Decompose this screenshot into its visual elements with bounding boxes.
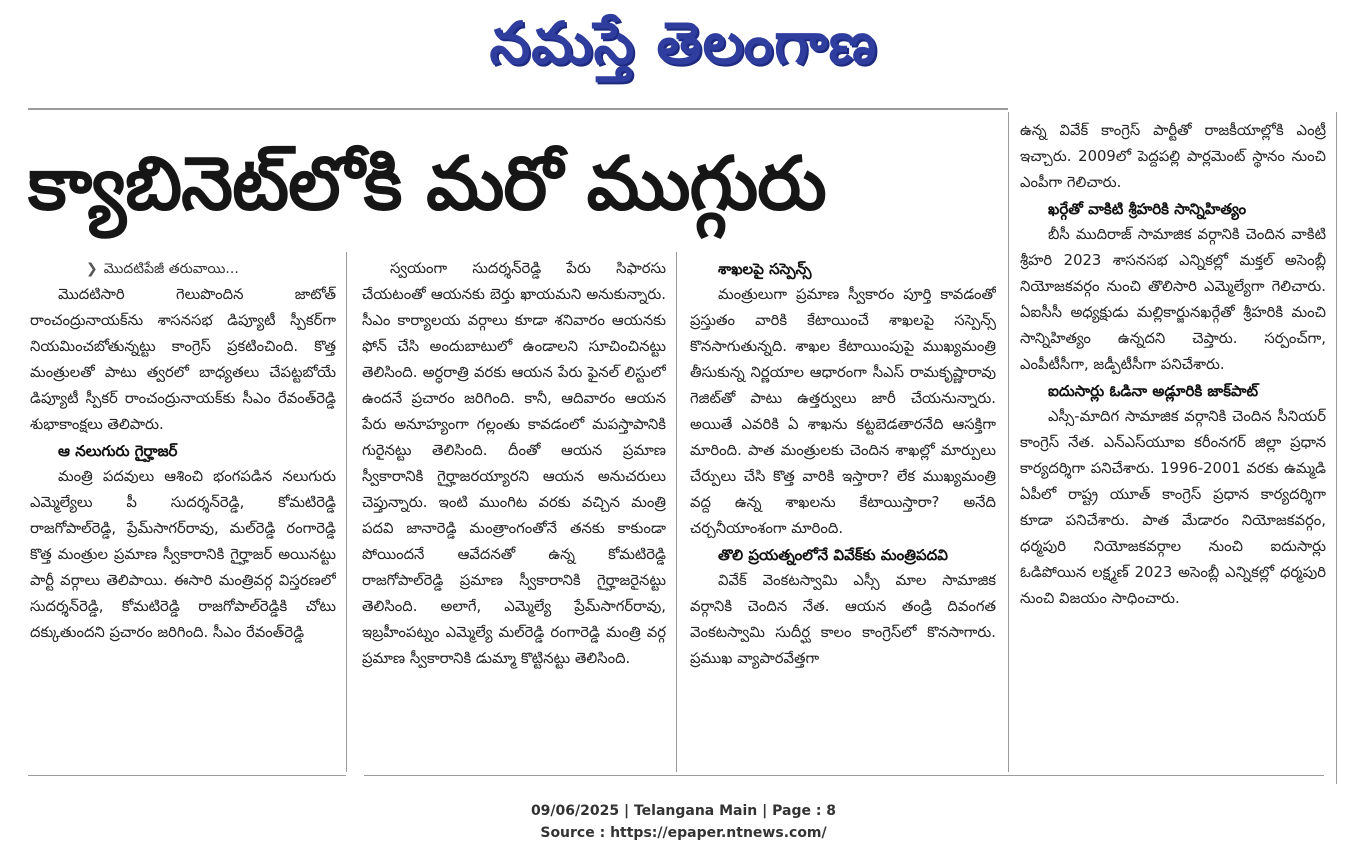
paragraph: ఎస్సీ-మాదిగ సామాజిక వర్గానికి చెందిన సీనియర్ కాంగ్రెస్ నేత. ఎన్ఎస్‌యూఐ కరీంనగర్ జిల్లా ప్రధాన కార్యదర్శిగా పనిచేశారు. 1996-2001 వరకు ఉమ్మడి ఏపీలో రాష్ట్ర యూత్ కాంగ్రెస్ ప్రధాన కార్యదర్శిగా కూడా పనిచేశారు. పాత మేడారం నియోజకవర్గం, ధర్మపురి నియోజకవర్గాల నుంచి ఐదుసార్లు ఓడిపోయిన లక్ష్మణ్ 2023 అసెంబ్లీ ఎన్నికల్లో ధర్మపురి నుంచి విజయం సాధించారు. xyxy=(1020,408,1326,607)
paragraph: స్వయంగా సుదర్శన్‌రెడ్డి పేరు సిఫారసు చేయటంతో ఆయనకు బెర్తు ఖాయమని అనుకున్నారు. సీఎం కార్యాలయ వర్గాలు కూడా శనివారం ఆయనకు ఫోన్ చేసి అందుబాటులో ఉండాలని సూచించినట్టు తెలిసింది. అర్ధరాత్రి వరకు ఆయన పేరు ఫైనల్ లిస్టులో ఉందనే ప్రచారం జరిగింది. కానీ, ఆదివారం ఆయన పేరు అనూహ్యంగా గల్లంతు కావడంలో మపస్తాపానికి గురైనట్టు తెలిసింది. దీంతో ఆయన ప్రమాణ స్వీకారానికి గైర్హాజరయ్యారని ఆయన అనుచరులు చెప్తున్నారు. ఇంటి ముంగిట వరకు వచ్చిన మంత్రి పదవి జానారెడ్డి మంత్రాంగంతోనే తనకు కాకుండా పోయిందనే ఆవేదనతో ఉన్న కోమటిరెడ్డి రాజగోపాల్‌రెడ్డి ప్రమాణ స్వీకారానికి గైర్హాజరైనట్టు తెలిసింది. అలాగే, ఎమ్మెల్యే ప్రేమ్‌సాగర్‌రావు, ఇబ్రహీంపట్నం ఎమ్మెల్యే మల్‌రెడ్డి రంగారెడ్డి మంత్రి వర్గ ప్రమాణ స్వీకారానికి డుమ్మా కొట్టినట్టు తెలిసింది. xyxy=(362,260,666,667)
paragraph: ఉన్న వివేక్ కాంగ్రెస్ పార్టీతో రాజకీయాల్లోకి ఎంట్రీ ఇచ్చారు. 2009లో పెద్దపల్లి పార్లమెంట్ స్థానం నుంచి ఎంపీగా గెలిచారు. xyxy=(1020,122,1326,191)
paragraph: బీసీ ముదిరాజ్ సామాజిక వర్గానికి చెందిన వాకిటి శ్రీహరి 2023 శాసనసభ ఎన్నికల్లో మక్తల్ అసెంబ్లీ నియోజకవర్గం నుంచి తొలిసారి ఎమ్మెల్యేగా గెలిచారు. ఏఐసీసీ అధ్యక్షుడు మల్లికార్జునఖర్గేతో శ్రీహరికి మంచి సాన్నిహిత్యం ఉన్నదని చెప్తారు. సర్పంచ్‌గా, ఎంపీటీసీగా, జడ్పీటీసీగా పనిచేశారు. xyxy=(1020,226,1326,373)
continuation-label: ❯ మొదటిపేజీ తరువాయి... xyxy=(30,256,336,282)
paragraph: మంత్రి పదవులు ఆశించి భంగపడిన నలుగురు ఎమ్మెల్యేలు పీ సుదర్శన్‌రెడ్డి, కోమటిరెడ్డి రాజగోపాల్‌రెడ్డి, ప్రేమ్‌సాగర్‌రావు, మల్‌రెడ్డి రంగారెడ్డి కొత్త మంత్రుల ప్రమాణ స్వీకారానికి గైర్హాజర్ అయినట్టు పార్టీ వర్గాలు తెలిపాయి. ఈసారి మంత్రివర్గ విస్తరణలో సుదర్శన్‌రెడ్డి, కోమటిరెడ్డి రాజగోపాల్‌రెడ్డికి చోటు దక్కుతుందని ప్రచారం జరిగింది. సీఎం రేవంత్‌రెడ్డి xyxy=(30,468,336,641)
paragraph: వివేక్ వెంకటస్వామి ఎస్సీ మాల సామాజిక వర్గానికి చెందిన నేత. ఆయన తండ్రి దివంగత వెంకటస్వామి సుదీర్ఘ కాలం కాంగ్రెస్‌లో కొనసాగారు. ప్రముఖ వ్యాపారవేత్తగా xyxy=(690,572,996,667)
paragraph: మొదటిసారి గెలుపొందిన జాటోత్ రాంచంద్రునాయక్‌ను శాసనసభ డిప్యూటీ స్పీకర్‌గా నియమించబోతున్నట్టు కాంగ్రెస్ ప్రకటించింది. కొత్త మంత్రులతో పాటు త్వరలో బాధ్యతలు చేపట్టబోయే డిప్యూటీ స్పీకర్ రాంచంద్రునాయక్‌కు సీఎం రేవంత్‌రెడ్డి శుభాకాంక్షలు తెలిపారు. xyxy=(30,286,336,433)
article-column-2 xyxy=(362,256,666,770)
article-column-4 xyxy=(1020,118,1326,770)
page-edge-right xyxy=(1336,112,1337,784)
subheading: తొలి ప్రయత్నంలోనే వివేక్‌కు మంత్రిపదవి xyxy=(718,546,948,564)
subheading: శాఖలపై సస్పెన్స్ xyxy=(718,260,812,278)
page-footer xyxy=(0,800,1367,844)
footer-source-link[interactable]: Source : https://epaper.ntnews.com/ xyxy=(540,825,827,841)
bottom-rule-left xyxy=(28,775,346,776)
column-divider-2 xyxy=(676,252,677,772)
masthead-logo: నమస్తే తెలంగాణ xyxy=(489,9,878,77)
column-divider-3 xyxy=(1008,112,1009,772)
column-divider-1 xyxy=(346,252,347,772)
bottom-rule-right xyxy=(364,775,1324,776)
subheading: ఐదుసార్లు ఓడినా అడ్లూరికి జాక్‌పాట్ xyxy=(1048,382,1259,400)
subheading: ఖర్గేతో వాకిటి శ్రీహరికి సాన్నిహిత్యం xyxy=(1048,200,1247,218)
subheading: ఆ నలుగురు గైర్హాజర్ xyxy=(58,442,178,460)
chevron-right-icon: ❯ xyxy=(86,261,98,277)
article-column-3 xyxy=(690,256,996,770)
top-rule xyxy=(28,108,1008,110)
paragraph: మంత్రులుగా ప్రమాణ స్వీకారం పూర్తి కావడంతో ప్రస్తుతం వారికి కేటాయించే శాఖలపై సస్పెన్స్ కొనసాగుతున్నది. శాఖల కేటాయింపుపై ముఖ్యమంత్రి తీసుకున్న నిర్ణయాల ఆధారంగా సీఎస్ రామకృష్ణారావు గెజిట్‌తో పాటు ఉత్తర్వులు జారీ చేయనున్నారు. అయితే ఎవరికి ఏ శాఖను కట్టబెడతారనేది ఆసక్తిగా మారింది. పాత మంత్రులకు చెందిన శాఖల్లో మార్పులు చేర్పులు చేసి కొత్త వారికి ఇస్తారా? లేక ముఖ్యమంత్రి వద్ద ఉన్న శాఖలను కేటాయిస్తారా? అనేది చర్చనీయాంశంగా మారింది. xyxy=(690,286,996,537)
headline: క్యాబినెట్‌లోకి మరో ముగ్గురు xyxy=(28,141,826,227)
article-column-1 xyxy=(30,256,336,770)
footer-date-edition: 09/06/2025 | Telangana Main | Page : 8 xyxy=(530,803,837,819)
